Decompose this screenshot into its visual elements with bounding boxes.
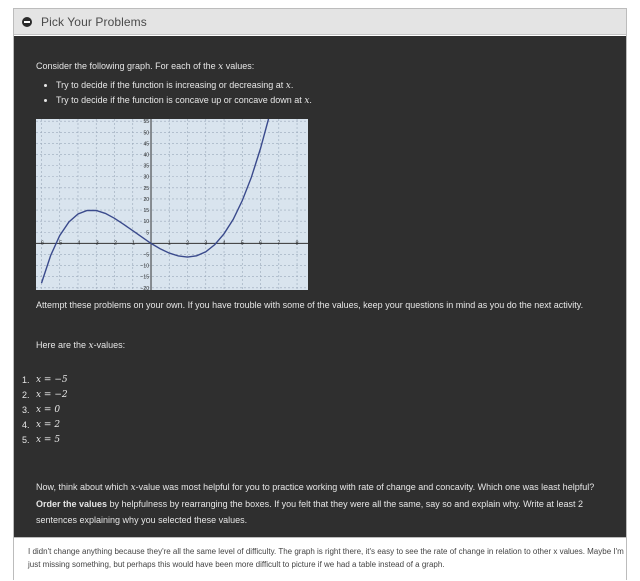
xvalue-box[interactable] (22, 403, 68, 418)
y-tick-label: 50 (143, 130, 150, 137)
problem-panel (14, 36, 626, 537)
x-tick-label: 8 (295, 240, 299, 247)
x-tick-label: -6 (39, 240, 44, 247)
x-tick-label: 7 (277, 240, 281, 247)
graph-svg (36, 119, 308, 290)
instruction-item (56, 95, 312, 107)
section-title: Pick Your Problems (41, 14, 147, 29)
xvalue-number: 3. (22, 405, 30, 415)
y-tick-label: −10 (140, 263, 150, 270)
xvalue-box[interactable] (22, 388, 68, 403)
intro-before: Consider the following graph. For each of the (36, 61, 219, 71)
y-tick-label: 25 (143, 185, 150, 192)
y-tick-label: −15 (140, 274, 150, 281)
xvalue-number: 2. (22, 390, 30, 400)
xvalue-box[interactable] (22, 418, 68, 433)
xvalue-number: 5. (22, 435, 30, 445)
y-tick-label: 15 (143, 208, 150, 215)
x-tick-label: 3 (204, 240, 208, 247)
intro-var: x (218, 62, 224, 72)
instruction-text: Try to decide if the function is concave up or concave down at (56, 95, 305, 105)
x-tick-label: 6 (259, 240, 263, 247)
prompt-after: by helpfulness by rearranging the boxes. If you felt that they were all the same, say so and explain why. Write at least 2 sentences explaining why you selected these values. (36, 499, 583, 525)
y-tick-label: −5 (143, 252, 150, 259)
prompt-bold: Order the values (36, 499, 108, 509)
y-tick-label: 45 (143, 141, 150, 148)
xvalue-list (22, 373, 68, 448)
y-tick-label: 55 (143, 119, 150, 126)
intro-text (36, 61, 254, 72)
xvalue-value: x = 5 (36, 435, 61, 445)
reflection-prompt (36, 479, 606, 528)
instruction-list (36, 80, 312, 110)
x-tick-label: -5 (57, 240, 63, 247)
y-tick-label: 5 (146, 230, 150, 237)
section-header[interactable] (14, 9, 626, 35)
instruction-text: Try to decide if the function is increasing or decreasing at (56, 80, 286, 90)
activity-frame (13, 8, 627, 580)
attempt-paragraph: Attempt these problems on your own. If you have trouble with some of the values, keep your questions in mind as you do the next activity. (36, 300, 584, 310)
instruction-item (56, 80, 312, 92)
instruction-end: . (309, 95, 312, 105)
y-tick-label: 30 (143, 174, 150, 181)
instruction-var: x (304, 96, 310, 106)
intro-after: values: (223, 61, 255, 71)
x-tick-label: -1 (130, 240, 136, 247)
x-tick-label: 5 (240, 240, 244, 247)
y-tick-label: 10 (143, 219, 150, 226)
heading-before: Here are the (36, 340, 89, 350)
x-tick-label: -4 (75, 240, 81, 247)
y-tick-label: −20 (140, 285, 150, 290)
heading-var: x (88, 341, 94, 351)
xvalue-value: x = 2 (36, 420, 61, 430)
xvalue-value: x = −5 (36, 375, 68, 385)
prompt-mid: -value was most helpful for you to practice working with rate of change and concavity. Which one was least helpful? (135, 482, 595, 492)
xvalue-box[interactable] (22, 433, 68, 448)
x-tick-label: 2 (185, 240, 190, 247)
x-tick-label: 4 (222, 240, 226, 247)
xvalue-value: x = 0 (36, 405, 61, 415)
collapse-icon[interactable] (22, 17, 32, 27)
y-tick-label: 20 (143, 196, 150, 203)
xvalue-value: x = −2 (36, 390, 68, 400)
xvalue-box[interactable] (22, 373, 68, 388)
xvalue-number: 4. (22, 420, 30, 430)
xvalue-number: 1. (22, 375, 30, 385)
xvalues-heading (36, 338, 606, 354)
instruction-end: . (290, 80, 294, 90)
answer-textarea[interactable]: I didn't change anything because they're all the same level of difficulty. The graph is right there, it's easy to see the rate of change in relation to other x values. Maybe I'm just missing something, but perhaps this would have been more difficult to picture if we had a table instead of a graph. (14, 537, 626, 581)
x-tick-label: -3 (93, 240, 99, 247)
prompt-var: x (130, 483, 136, 493)
y-tick-label: 40 (143, 152, 150, 159)
instruction-var: x (285, 81, 291, 91)
prompt-before: Now, think about which (36, 482, 131, 492)
heading-after: -values: (93, 340, 126, 350)
function-graph (36, 119, 308, 290)
y-tick-label: 35 (143, 163, 150, 170)
x-tick-label: 1 (167, 240, 171, 247)
x-tick-label: -2 (112, 240, 117, 247)
